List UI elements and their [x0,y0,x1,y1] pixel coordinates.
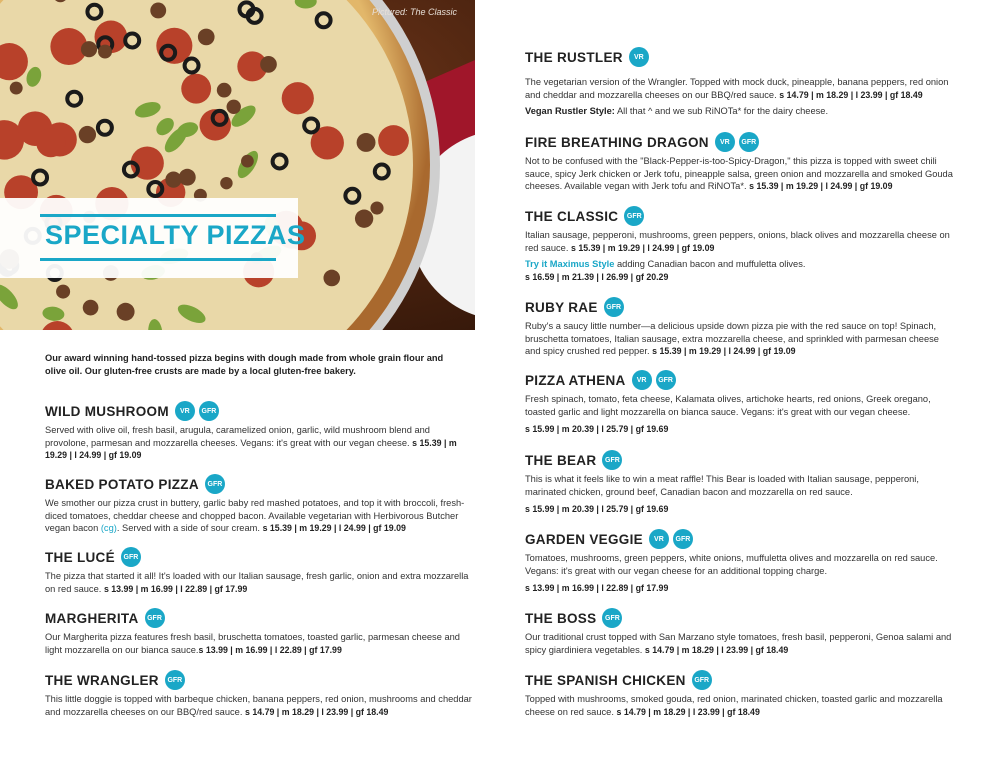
gfr-badge-icon: GFR [121,547,141,567]
gfr-badge-icon: GFR [165,670,185,690]
image-caption: Pictured: The Classic [371,7,457,17]
intro-text: Our award winning hand-tossed pizza begins with dough made from whole grain flour and olive oil. Our gluten-free crusts are made by a local gluten-free bakery. [45,353,444,376]
description-text: Italian sausage, pepperoni, mushrooms, green peppers, onions, black olives and mozzarella cheese on red sauce. [525,230,950,253]
pizza-illustration [0,0,475,330]
menu-item-garden-veggie [525,528,957,595]
title-banner [0,198,306,278]
sausage-crumble [198,29,215,46]
menu-item-fire-breathing-dragon [525,131,957,193]
sausage-crumble [323,270,340,287]
item-description [45,693,475,718]
gfr-badge-icon: GFR [656,370,676,390]
item-name: MARGHERITA [45,610,139,626]
item-description [45,631,475,656]
description-text-end: . Served with a side of sour cream. [116,523,260,533]
menu-item-the-rustler [525,46,957,118]
gfr-badge-icon: GFR [145,608,165,628]
item-price: s 15.39 | m 19.29 | l 24.99 | gf 19.09 [749,181,893,191]
note-text: adding Canadian bacon and muffuletta olives. [614,259,806,269]
description-text: Not to be confused with the "Black-Pepper-is-too-Spicy-Dragon," this pizza is topped with sweet chili sauce, spicy Jerk chicken or Jerk tofu, pineapple salsa, green onion and mozzarella and smoked Gouda cheeses. Available vegan with Jerk tofu and RiNOTa*. [525,156,953,191]
description-text: The vegetarian version of the Wrangler. Topped with mock duck, pineapple, banana peppers, red onion and cheddar and mozzarella cheeses on our BBQ/red sauce. [525,77,949,100]
item-price: s 15.39 | m 19.29 | l 24.99 | gf 19.09 [45,437,457,460]
title-rule-top [40,214,276,217]
maximus-price: s 16.59 | m 21.39 | l 26.99 | gf 20.29 [525,271,669,282]
description-text: Served with olive oil, fresh basil, arugula, caramelized onion, garlic, wild mushroom blend and provolone, parmesan and mozzarella cheeses. Vegans: it's great with our vegan cheese. [45,425,430,448]
sausage-crumble [370,201,383,214]
item-description [525,76,957,101]
gfr-badge-icon: GFR [602,450,622,470]
menu-item-baked-potato-pizza [45,473,475,535]
description-text: Fresh spinach, tomato, feta cheese, Kalamata olives, artichoke hearts, red onions, Greek oregano, toasted garlic and light mozzarella on bianca sauce. Vegans: it's great with our vegan cheese. [525,394,931,417]
item-description [525,473,957,498]
item-price-line [525,582,957,595]
item-price: s 14.79 | m 18.29 | l 23.99 | gf 18.49 [644,644,789,655]
item-price: s 15.39 | m 19.29 | l 24.99 | gf 19.09 [262,523,406,533]
page-title: SPECIALTY PIZZAS [45,220,306,250]
note-label: Vegan Rustler Style: [525,106,615,116]
sausage-crumble [241,155,254,168]
sausage-crumble [220,177,232,189]
item-description [525,229,957,254]
vr-badge-icon: VR [632,370,652,390]
gfr-badge-icon: GFR [602,608,622,628]
gfr-badge-icon: GFR [205,474,225,494]
menu-item-the-wrangler [45,669,475,718]
item-description [525,631,957,656]
item-price-line [525,503,957,516]
item-price: s 15.39 | m 19.29 | l 24.99 | gf 19.09 [652,346,796,356]
item-name: THE BEAR [525,452,597,468]
item-name: THE SPANISH CHICKEN [525,672,686,688]
description-text: Our traditional crust topped with San Marzano style tomatoes, fresh basil, pepperoni, Genoa salami and spicy giardiniera vegetables. [525,632,952,655]
description-text: Tomatoes, mushrooms, green peppers, white onions, muffuletta olives and mozzarella on red sauce. Vegans: it's great with our vegan cheese for an additional topping charge. [525,553,938,576]
item-description [525,320,957,358]
sausage-crumble [56,285,70,299]
sausage-crumble [83,300,99,316]
menu-item-wild-mushroom [45,400,475,462]
sausage-crumble [117,303,135,321]
menu-item-the-bear [525,449,957,516]
sausage-crumble [227,100,241,114]
menu-item-the-luce [45,546,475,595]
item-name: RUBY RAE [525,299,598,315]
menu-item-the-boss [525,607,957,656]
menu-item-margherita [45,607,475,656]
item-price-line [525,423,957,436]
hero-pizza-image [0,0,475,330]
gfr-badge-icon: GFR [199,401,219,421]
item-description [45,570,475,595]
sausage-crumble [355,209,373,227]
item-price: s 15.99 | m 20.39 | l 25.79 | gf 19.69 [525,424,669,434]
vr-badge-icon: VR [649,529,669,549]
item-description [525,155,957,193]
menu-item-the-spanish-chicken [525,669,957,718]
sausage-crumble [357,133,376,152]
item-name: FIRE BREATHING DRAGON [525,134,709,150]
item-name: THE BOSS [525,610,597,626]
item-name: BAKED POTATO PIZZA [45,476,199,492]
pepperoni-slice [378,125,409,156]
maximus-style-link: Try it Maximus Style [525,259,615,269]
item-price: s 13.99 | m 16.99 | l 22.89 | gf 17.99 [525,583,669,593]
item-name: THE CLASSIC [525,208,619,224]
item-price: s 15.39 | m 19.29 | l 24.99 | gf 19.09 [571,242,715,253]
pepperoni-slice [282,82,314,114]
sausage-crumble [165,172,181,188]
vegan-rustler-note [525,105,957,118]
description-text: This little doggie is topped with barbeque chicken, banana peppers, red onion, mushrooms and cheddar and mozzarella cheeses on our BBQ/red sauce. [45,694,472,717]
item-description [45,424,475,462]
item-description [525,552,957,577]
sausage-crumble [10,82,23,95]
description-text: We smother our pizza crust in buttery, garlic baby red mashed potatoes, and top it with broccoli, fresh-diced tomatoes, cheddar cheese and chopped bacon. Available vegetarian with Herbivorous Butcher vegan bacon [45,498,465,533]
menu-item-pizza-athena [525,369,957,436]
description-text: Our Margherita pizza features fresh basil, bruschetta tomatoes, toasted garlic, parmesan cheese and light mozzarella on our bianca sauce. [45,632,460,655]
title-rule-bottom [40,258,276,261]
item-price: s 14.79 | m 18.29 | l 23.99 | gf 18.49 [616,706,760,717]
description-text: This is what it feels like to win a meat raffle! This Bear is loaded with Italian sausage, pepperoni, marinated chicken, ground beef, Canadian bacon and mozzarella on red sauce. [525,474,919,497]
item-name: PIZZA ATHENA [525,372,626,388]
sausage-crumble [179,169,196,186]
menu-item-the-classic [525,205,957,283]
cg-link[interactable]: (cg) [100,523,117,533]
sausage-crumble [217,83,232,98]
sausage-crumble [81,41,97,57]
gfr-badge-icon: GFR [739,132,759,152]
description-text: The pizza that started it all! It's loaded with our Italian sausage, fresh garlic, onion and extra mozzarella on red sauce. [45,571,469,594]
item-description [45,497,475,535]
gfr-badge-icon: GFR [673,529,693,549]
item-price: s 15.99 | m 20.39 | l 25.79 | gf 19.69 [525,504,669,514]
pepperoni-slice [36,128,65,157]
note-text: All that ^ and we sub RiNOTa* for the dairy cheese. [614,106,829,116]
sausage-crumble [150,3,166,19]
vr-badge-icon: VR [629,47,649,67]
item-price: s 13.99 | m 16.99 | l 22.89 | gf 17.99 [103,583,248,594]
sausage-crumble [98,45,112,59]
sausage-crumble [79,126,96,143]
item-name: THE RUSTLER [525,49,623,65]
sausage-crumble [260,56,277,73]
item-price: s 13.99 | m 16.99 | l 22.89 | gf 17.99 [198,644,342,655]
gfr-badge-icon: GFR [604,297,624,317]
vr-badge-icon: VR [715,132,735,152]
item-description [525,693,957,718]
item-name: THE WRANGLER [45,672,159,688]
vr-badge-icon: VR [175,401,195,421]
item-price: s 14.79 | m 18.29 | l 23.99 | gf 18.49 [779,89,923,100]
description-text: Topped with mushrooms, smoked gouda, red onion, marinated chicken, toasted garlic and mozzarella cheese on red sauce. [525,694,943,717]
item-name: THE LUCÉ [45,549,115,565]
menu-item-ruby-rae [525,296,957,358]
maximus-style-note [525,258,957,283]
item-name: WILD MUSHROOM [45,403,169,419]
pepperoni-slice [181,74,211,104]
gfr-badge-icon: GFR [624,206,644,226]
item-name: GARDEN VEGGIE [525,531,643,547]
item-price: s 14.79 | m 18.29 | l 23.99 | gf 18.49 [245,706,389,717]
gfr-badge-icon: GFR [692,670,712,690]
description-text: Ruby's a saucy little number—a delicious upside down pizza pie with the red sauce on top! Spinach, bruschetta tomatoes, Italian sausage, extra mozzarella cheese, and sprinkled with parmesan cheese and spicy crushed red pepper. [525,321,939,356]
item-description [525,393,957,418]
